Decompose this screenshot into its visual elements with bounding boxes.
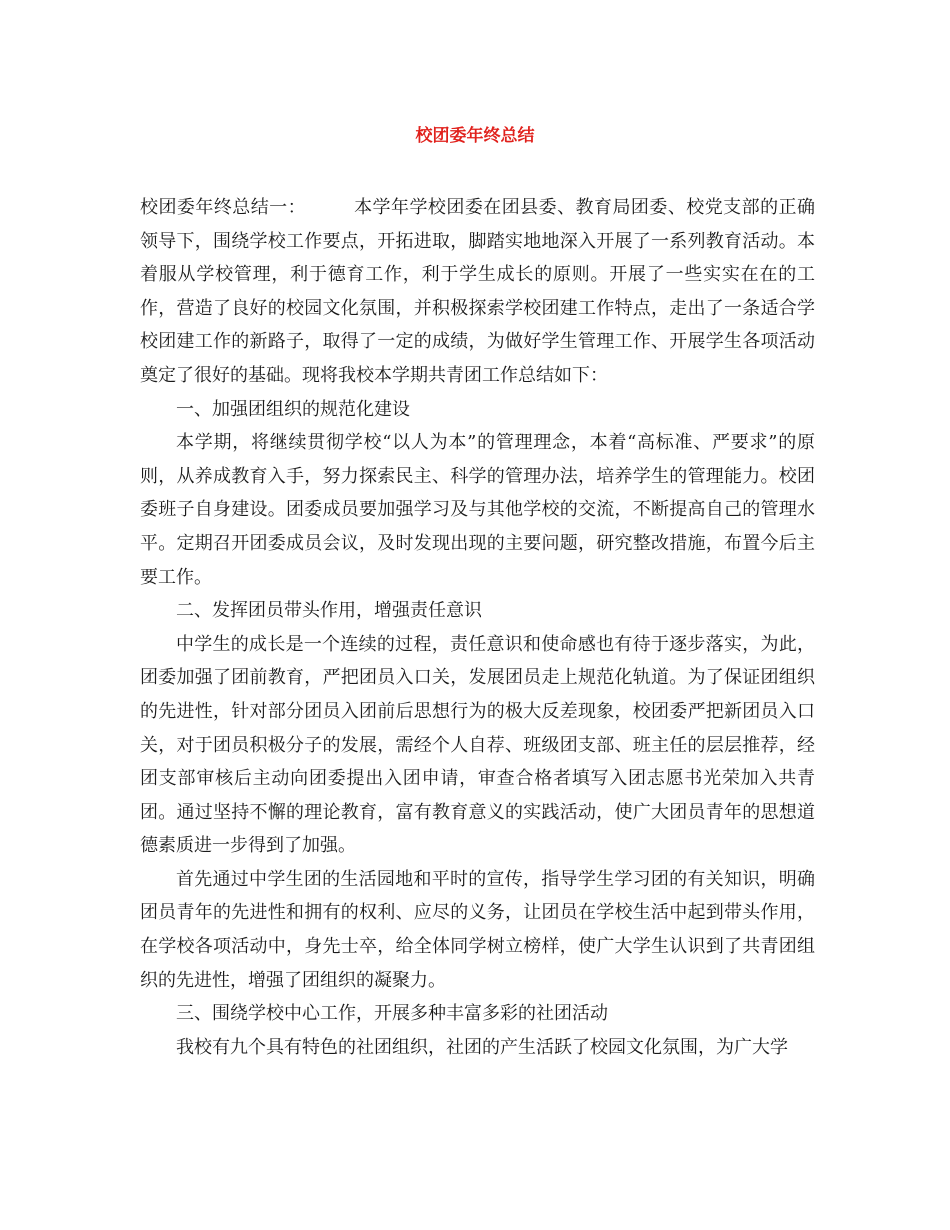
lead-label: 校团委年终总结一： [140,197,307,218]
paragraph-section-3: 我校有九个具有特色的社团组织，社团的产生活跃了校园文化氛围，为广大学 [176,1036,788,1058]
document-title: 校团委年终总结 [415,126,535,146]
paragraph-intro [140,191,815,393]
section-heading-2: 二、发挥团员带头作用，增强责任意识 [176,600,482,622]
paragraph-section-1: 本学期，将继续贯彻学校“以人为本”的管理理念，本着“高标准、严要求”的原则，从养成教育入手，努力探索民主、科学的管理办法，培养学生的管理能力。校团委班子自身建设。团委成员要加强学习及与其他学校的交流，不断提高自己的管理水平。定期召开团委成员会议，及时发现出现的主要问题，研究整改措施，布置今后主要工作。 [140,432,815,588]
paragraph-section-2b: 首先通过中学生团的生活园地和平时的宣传，指导学生学习团的有关知识，明确团员青年的先进性和拥有的权利、应尽的义务，让团员在学校生活中起到带头作用，在学校各项活动中，身先士卒，给全体同学树立榜样，使广大学生认识到了共青团组织的先进性，增强了团组织的凝聚力。 [140,868,815,991]
paragraph-intro-text: 本学年学校团委在团县委、教育局团委、校党支部的正确领导下，围绕学校工作要点，开拓进取，脚踏实地地深入开展了一系列教育活动。本着服从学校管理，利于德育工作，利于学生成长的原则。开展了一些实实在在的工作，营造了良好的校园文化氛围，并积极探索学校团建工作特点，走出了一条适合学校团建工作的新路子，取得了一定的成绩，为做好学生管理工作、开展学生各项活动奠定了很好的基础。现将我校本学期共青团工作总结如下： [140,197,816,386]
section-heading-1: 一、加强团组织的规范化建设 [176,398,410,420]
paragraph-section-2a: 中学生的成长是一个连续的过程，责任意识和使命感也有待于逐步落实，为此，团委加强了团前教育，严把团员入口关，发展团员走上规范化轨道。为了保证团组织的先进性，针对部分团员入团前后思想行为的极大反差现象，校团委严把新团员入口关，对于团员积极分子的发展，需经个人自荐、班级团支部、班主任的层层推荐，经团支部审核后主动向团委提出入团申请，审查合格者填写入团志愿书光荣加入共青团。通过坚持不懈的理论教育，富有教育意义的实践活动，使广大团员青年的思想道德素质进一步得到了加强。 [140,633,815,857]
document-body [140,191,815,1064]
section-heading-3: 三、围绕学校中心工作，开展多种丰富多彩的社团活动 [176,1003,608,1025]
